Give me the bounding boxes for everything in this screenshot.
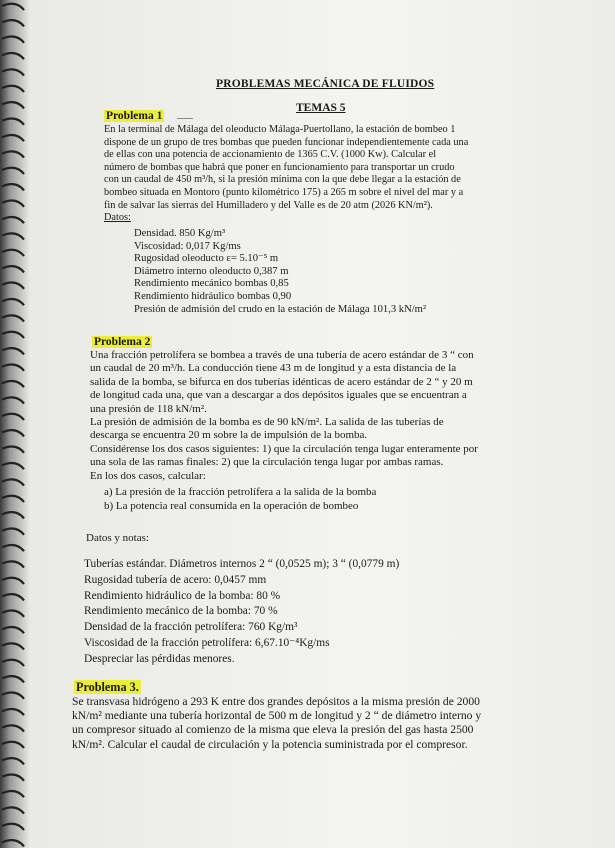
problem1-data-list — [134, 228, 426, 316]
spiral-ring — [2, 463, 24, 469]
problem3-heading — [74, 680, 141, 695]
spiral-ring — [2, 69, 24, 75]
document-page — [38, 40, 598, 840]
spiral-ring — [2, 758, 24, 764]
problem1-datum: Rendimiento mecánico bombas 0,85 — [134, 278, 289, 290]
spiral-ring — [2, 332, 24, 338]
spiral-ring — [2, 102, 24, 108]
spiral-ring — [2, 119, 24, 125]
spiral-ring — [2, 840, 24, 846]
spiral-ring — [2, 627, 24, 633]
problem2-line: de longitud cada una, que van a descargar a dos depósitos iguales que se encuentran a — [90, 389, 467, 402]
spiral-ring — [2, 217, 24, 223]
problem2-line: En los dos casos, calcular: — [90, 469, 206, 482]
spiral-ring — [2, 561, 24, 567]
spiral-ring — [2, 611, 24, 617]
problem1-line: dispone de un grupo de tres bombas que pueden funcionar independientemente cada una — [104, 136, 469, 148]
problem2-line: descarga se encuentra 20 m sobre la de impulsión de la bomba. — [90, 429, 368, 442]
problem2-note: Densidad de la fracción petrolífera: 760 Kg/m³ — [84, 621, 298, 634]
problem1-datum: Viscosidad: 0,017 Kg/ms — [134, 240, 241, 252]
problem2-line: Considérense los dos casos siguientes: 1) que la circulación tenga lugar enteramente por — [90, 442, 478, 455]
spiral-ring — [2, 807, 24, 813]
problem2-heading — [92, 336, 152, 348]
spiral-ring — [2, 414, 24, 420]
spiral-ring — [2, 742, 24, 748]
spiral-ring — [2, 430, 24, 436]
spiral-ring — [2, 266, 24, 272]
problem3-line: un compresor situado al comienzo de la misma que eleva la presión del gas hasta 2500 — [72, 723, 474, 737]
problem1-datos-label: Datos: — [104, 212, 131, 224]
problem1-datum: Densidad. 850 Kg/m³ — [134, 228, 226, 239]
spiral-ring — [2, 365, 24, 371]
problem2-statement — [90, 349, 576, 483]
problem1-heading-text: Problema 1 — [106, 110, 163, 122]
spiral-ring — [2, 250, 24, 256]
problem2-line: un caudal de 20 m³/h. La conducción tiene 43 m de longitud y a esta distancia de la — [90, 362, 457, 375]
problem2-note: Rendimiento hidráulico de la bomba: 80 % — [84, 589, 281, 602]
problem2-items — [104, 485, 376, 513]
problem3-heading-text: Problema 3. — [76, 680, 139, 694]
problem1-datum: Rendimiento hidráulico bombas 0,90 — [134, 290, 292, 302]
problem1-datum: Presión de admisión del crudo en la estación de Málaga 101,3 kN/m² — [134, 303, 427, 315]
spiral-ring — [2, 37, 24, 43]
spiral-binding — [0, 0, 34, 848]
problem1-line: número de bombas que habrá que poner en funcionamiento para transportar un crudo — [104, 161, 455, 173]
spiral-ring — [2, 496, 24, 502]
problem2-note: Tuberías estándar. Diámetros internos 2 “ (0,0525 m); 3 “ (0,0779 m) — [84, 558, 400, 570]
spiral-ring — [2, 315, 24, 321]
problem3-line: kN/m² mediante una tubería horizontal de 500 m de longitud y 2 “ de diámetro interno y — [72, 709, 482, 723]
spiral-ring — [2, 791, 24, 797]
problem2-note: Rugosidad tubería de acero: 0,0457 mm — [84, 573, 267, 586]
spiral-ring — [2, 693, 24, 699]
spiral-ring — [2, 594, 24, 600]
spiral-ring — [2, 529, 24, 535]
spiral-ring — [2, 709, 24, 715]
spiral-ring — [2, 86, 24, 92]
spiral-ring — [2, 151, 24, 157]
problem1-statement — [104, 124, 592, 225]
problem1-line: con un caudal de 450 m³/h, si la presión mínima con la que debe llegar a la estación de — [104, 174, 461, 186]
document-title: PROBLEMAS MECÁNICA DE FLUIDOS — [216, 78, 435, 90]
spiral-ring — [2, 397, 24, 403]
problem2-item: a) La presión de la fracción petrolífera a la salida de la bomba — [104, 486, 377, 498]
problem3-statement — [72, 695, 570, 752]
spiral-ring — [2, 135, 24, 141]
spiral-ring — [2, 676, 24, 682]
problem1-heading — [104, 110, 164, 122]
spiral-ring — [2, 725, 24, 731]
problem2-line: una sola de las ramas finales: 2) que la circulación tenga lugar por ambas ramas. — [90, 456, 444, 469]
problem1-line: bombeo situada en Montoro (punto kilométrico 175) a 265 m sobre el nivel del mar y a — [104, 186, 464, 198]
spiral-ring — [2, 283, 24, 289]
spiral-ring — [2, 53, 24, 59]
problem2-notes-label: Datos y notas: — [86, 532, 149, 544]
spiral-ring — [2, 381, 24, 387]
problem2-line: una presión de 118 kN/m². — [90, 402, 207, 415]
problem2-notes — [84, 557, 399, 668]
problem2-heading-text: Problema 2 — [94, 336, 151, 348]
problem3-line: Se transvasa hidrógeno a 293 K entre dos grandes depósitos a la misma presión de 2000 — [72, 695, 480, 708]
problem1-datum: Rugosidad oleoducto ε= 5.10⁻⁵ m — [134, 253, 279, 265]
spiral-ring — [2, 299, 24, 305]
problem2-item: b) La potencia real consumida en la operación de bombeo — [104, 500, 359, 512]
spiral-ring — [2, 20, 24, 26]
spiral-ring — [2, 775, 24, 781]
document-subtitle: TEMAS 5 — [296, 102, 346, 114]
problem2-note: Despreciar las pérdidas menores. — [84, 652, 235, 665]
spiral-ring — [2, 479, 24, 485]
spiral-ring — [2, 168, 24, 174]
margin-dash — [177, 118, 193, 119]
problem2-line: salida de la bomba, se bifurca en dos tuberías idénticas de acero estándar de 2 “ y 20 m — [90, 375, 473, 388]
problem2-line: La presión de admisión de la bomba es de 90 kN/m². La salida de las tuberías de — [90, 416, 444, 429]
problem2-note: Viscosidad de la fracción petrolífera: 6,67.10⁻⁴Kg/ms — [84, 636, 330, 649]
spiral-ring — [2, 512, 24, 518]
problem2-note: Rendimiento mecánico de la bomba: 70 % — [84, 605, 278, 618]
spiral-ring — [2, 578, 24, 584]
spiral-ring — [2, 184, 24, 190]
spiral-ring — [2, 643, 24, 649]
problem1-line: de ellas con una potencia de accionamiento de 1365 C.V. (1000 Kw). Calcular el — [104, 149, 437, 161]
problem1-datum: Diámetro interno oleoducto 0,387 m — [134, 265, 289, 277]
spiral-ring — [2, 348, 24, 354]
spiral-ring — [2, 4, 24, 10]
problem2-line: Una fracción petrolífera se bombea a través de una tubería de acero estándar de 3 “ con — [90, 349, 474, 361]
problem1-line: fin de salvar las sierras del Humilladero y del Valle es de 20 atm (2026 KN/m²). — [104, 199, 433, 211]
problem3-line: kN/m². Calcular el caudal de circulación y la potencia suministrada por el compresor. — [72, 737, 468, 751]
spiral-ring — [2, 660, 24, 666]
spiral-ring — [2, 545, 24, 551]
spiral-ring — [2, 233, 24, 239]
spiral-ring — [2, 201, 24, 207]
spiral-ring — [2, 824, 24, 830]
spiral-ring — [2, 447, 24, 453]
problem1-line: En la terminal de Málaga del oleoducto Málaga-Puertollano, la estación de bombeo 1 — [104, 124, 456, 135]
